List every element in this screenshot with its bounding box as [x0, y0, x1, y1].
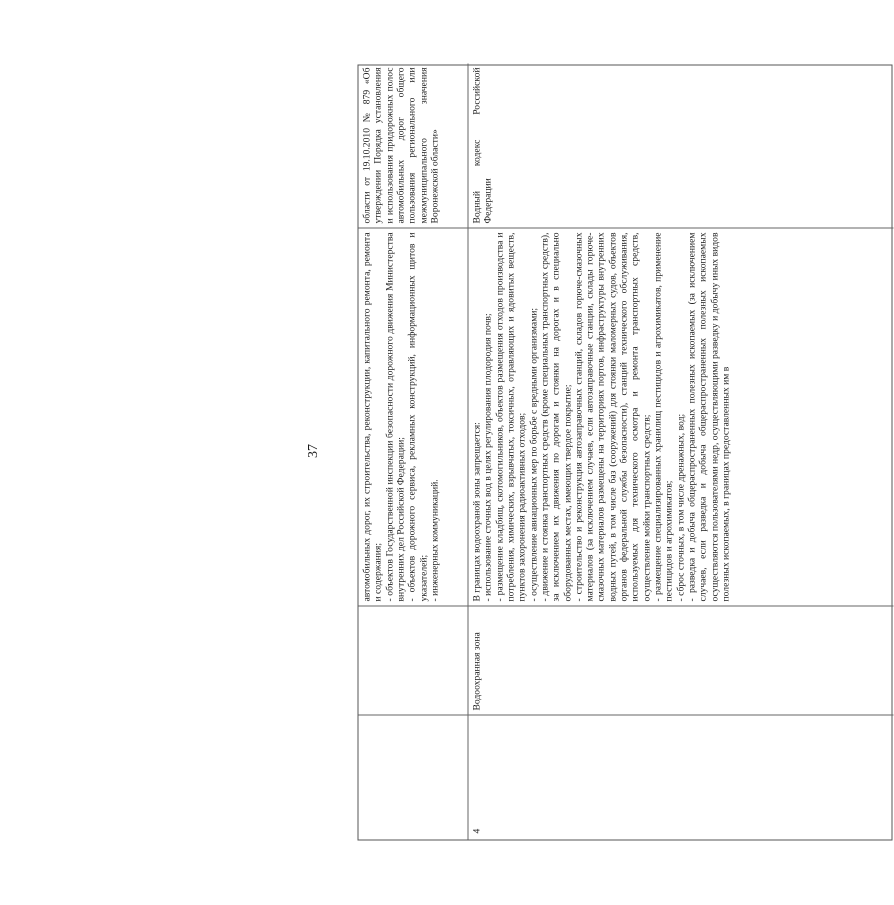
row-top-number-cell: [359, 715, 469, 840]
row-top-basis-cell: [359, 64, 469, 228]
row-main-zone: Водоохранная зона: [471, 632, 483, 711]
restriction-line: - объектов Государственной инспекции безопасности дорожного движения Министерства внутренних дел Российской Федерации;: [384, 232, 407, 602]
restriction-line: В границах водоохраной зоны запрещается:: [471, 422, 483, 602]
restrictions-table: [358, 65, 893, 841]
restriction-line: - размещение специализированных хранилищ пестицидов и агрохимикатов, применение пестицидов и агрохимикатов;: [652, 232, 675, 602]
restriction-line: - разведка и добыча общераспространенных полезных ископаемых (за исключением случаев, если разведка и добыча общераспространенных полезных ископаемых осуществляются пользователями недр, осуществляющими разведку и добычу иных видов полезных ископаемых, в границах предоставленных им в: [686, 232, 732, 602]
row-main-restrictions-cell: [469, 228, 894, 606]
row-main-number-cell: [469, 715, 894, 840]
restriction-line: - использование сточных вод в целях регулирования плодородия почв;: [482, 313, 494, 602]
row-main-number: 4: [471, 828, 483, 834]
row-top-zone-cell: [359, 606, 469, 715]
restriction-line: - объектов дорожного сервиса, рекламных конструкций, информационных щитов и указателей;: [406, 232, 430, 602]
row-main-zone-cell: [469, 606, 894, 715]
restriction-line: автомобильных дорог, их строительства, реконструкции, капитального ремонта, ремонта и содержания;: [361, 232, 384, 602]
row-top-restrictions-cell: [359, 228, 469, 606]
restriction-line: - инженерных коммуникаций.: [429, 479, 441, 602]
restriction-line: - строительство и реконструкция автозаправочных станций, складов горюче-смазочных материалов (за исключением случаев, если автозаправочные станции, склады горюче-смазочных материалов размещены на территориях портов, инфраструктуры внутренних водных путей, в том числе баз (сооружений) для стоянки маломерных судов, объектов органов федеральной службы безопасности), станций технического обслуживания, используемых для технического осмотра и ремонта транспортных средств, осуществление мойки транспортных средств;: [573, 232, 653, 602]
restriction-line: - сброс сточных, в том числе дренажных, вод;: [675, 413, 687, 602]
row-main-basis-cell: [469, 64, 894, 228]
restriction-line: - размещение кладбищ, скотомогильников, объектов размещения отходов производства и потребления, химических, взрывчатых, токсичных, отравляющих и ядовитых веществ, пунктов захоронения радиоактивных отходов;: [494, 232, 528, 602]
basis-text: области от 19.10.2010 № 879 «Об утверждении Порядка установления и использования придорожных полос автомобильных дорог общего пользования регионального или межмуниципального значения Воронежской области»: [361, 67, 441, 224]
restriction-line: - движение и стоянка транспортных средств (кроме специальных транспортных средств), за исключением их движения по дорогам и стоянки на дорогах и в специально оборудованных местах, имеющих твердое покрытие;: [539, 232, 573, 602]
restriction-line: - осуществление авиационных мер по борьбе с вредными организмами;: [528, 307, 540, 602]
table-rotator: [358, 65, 893, 841]
page-number: 37: [306, 444, 321, 458]
basis-text: Водный кодекс Российской Федерации: [471, 67, 494, 224]
